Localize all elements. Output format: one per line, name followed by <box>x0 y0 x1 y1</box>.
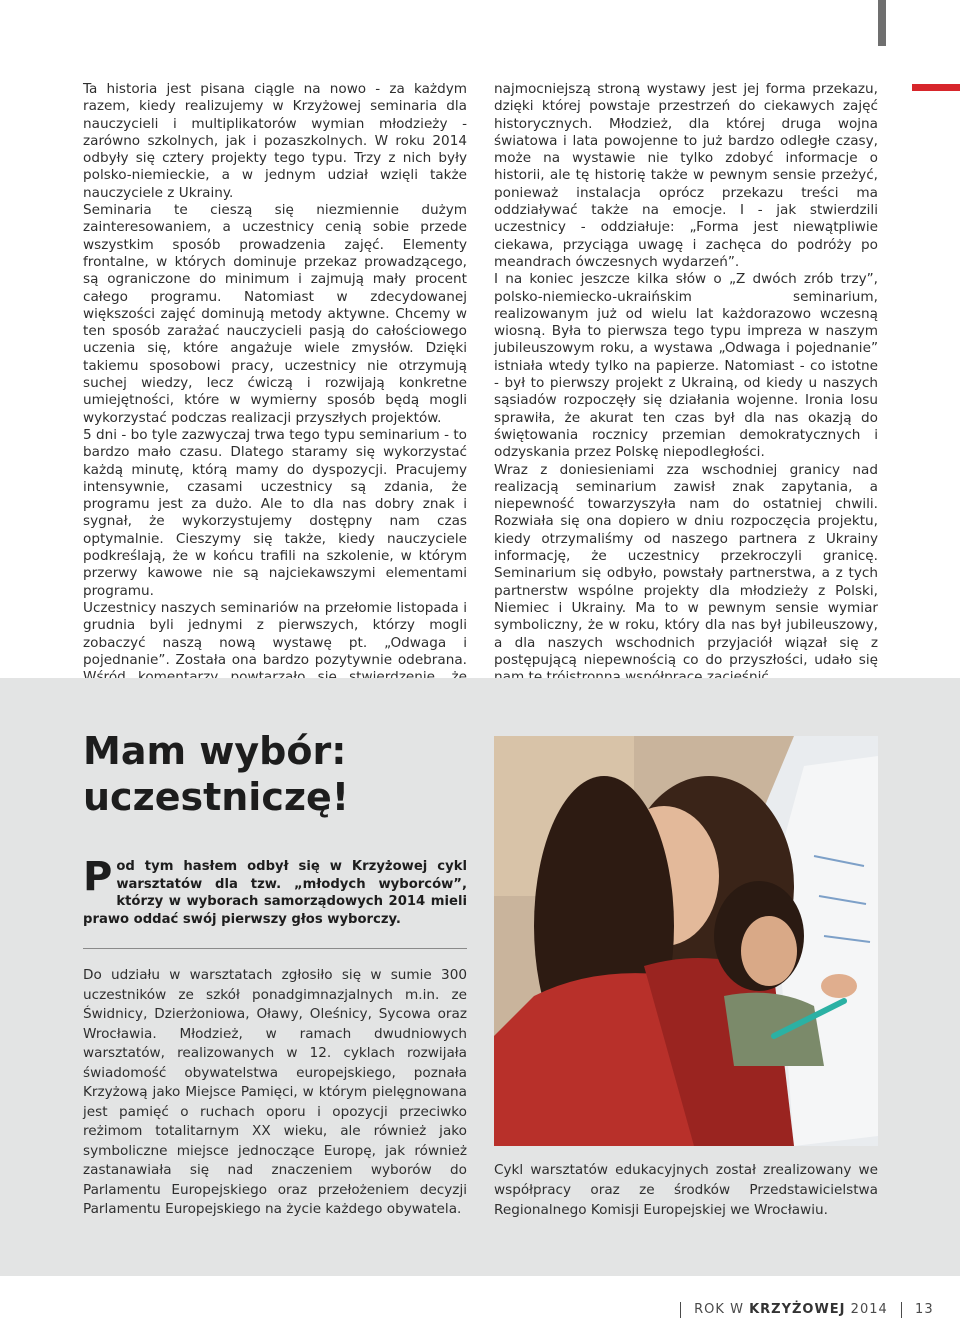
paragraph: najmocniejszą stroną wystawy jest jej forma przekazu, dzięki której powstaje przestrzeń do ciekawych zajęć historycznych. Młodzież, dla której druga wojna światowa i lata powojenne to już bardzo odległe czasy, może na wystawie nie tylko zdobyć informacje o historii, ale tę historię także w pewnym sensie przeżyć, ponieważ instalacja oprócz przekazu treści ma oddziaływać także na emocje. I - jak stwierdzili uczestnicy - oddziałuje: „Forma jest niewątpliwie ciekawa, przyciąga uwagę i zachęca do podróży po meandrach ówczesnych wydarzeń”. <box>494 81 878 270</box>
article-column-left <box>83 81 467 704</box>
headline-line: uczestniczę! <box>83 775 350 819</box>
footer-brand: KRZYŻOWEJ <box>749 1302 846 1317</box>
lead-paragraph <box>83 854 467 928</box>
headline-line: Mam wybór: <box>83 729 347 773</box>
page-footer <box>672 1299 934 1321</box>
footer-separator <box>680 1302 681 1318</box>
footer-year: 2014 <box>850 1302 888 1317</box>
page-number: 13 <box>915 1302 934 1317</box>
article-column-right <box>494 81 878 686</box>
footer-separator <box>901 1302 902 1318</box>
paragraph: Uczestnicy naszych seminariów na przełomie listopada i grudnia byli jednymi z pierwszych, którzy mogli zobaczyć naszą nową wystawę pt. „Odwaga i pojednanie”. Została ona bardzo pozytywnie odebrana. <box>83 599 467 668</box>
divider <box>83 948 467 949</box>
corner-tab-marker <box>878 0 886 46</box>
workshop-photo <box>494 736 878 1146</box>
red-section-marker <box>912 84 960 91</box>
paragraph: I na koniec jeszcze kilka słów o „Z dwóch zrób trzy”, polsko-niemiecko-ukraińskim seminarium, realizowanym już od wielu lat każdorazowo wczesną wiosną. Była to pierwsza tego typu impreza w naszym jubileuszowym roku, a wystawa „Odwaga i pojednanie” istniała wtedy tylko na papierze. Natomiast - co istotne - był to pierwszy projekt z Ukrainą, od kiedy u naszych sąsiadów rozpoczęły się działania wojenne. Ironia losu sprawiła, że akurat ten czas był dla nas okazją do świętowania rocznicy przemian demokratycznych i odzyskania przez Polskę niepodległości. <box>494 271 878 461</box>
paragraph: Wraz z doniesieniami zza wschodniej granicy nad realizacją seminarium zawisł znak zapytania, a niepewność towarzyszyła nam do ostatniej chwili. Rozwiała się ona dopiero w dniu rozpoczęcia projektu, kiedy otrzymaliśmy od naszego partnera z Ukrainy informację, że uczestnicy przekroczyli granicę. Seminarium się odbyło, powstały partnerstwa, a z tych partnerstw wspólne projekty dla młodzieży z Polski, Niemiec i Ukrainy. Ma to w pewnym sensie wymiar symboliczny, że w roku, który dla nas był jubileuszowy, a dla naszych wschodnich przyjaciół wiązał się z postępującą niepewnością co do przyszłości, udało się <box>494 461 878 668</box>
photo-caption: Cykl warsztatów edukacyjnych został zrealizowany we współpracy oraz ze środków Przedstawicielstwa Regionalnego Komisji Europejskiej we Wrocławiu. <box>494 1162 878 1218</box>
drop-cap: P <box>83 854 113 900</box>
paragraph: 5 dni - bo tyle zazwyczaj trwa tego typu seminarium - to bardzo mało czasu. Dlatego staramy się wykorzystać każdą minutę, którą mamy do dyspozycji. Pracujemy intensywnie, czasami uczestnicy są zdania, że programu jest za dużo. Ale to dla nas dobry znak i sygnał, że wykorzystujemy dostępny nam czas optymalnie. Cieszymy się także, kiedy nauczyciele podkreślają, że w końcu trafili na szkolenie, w którym przerwy kawowe nie są najciekawszymi elementami programu. <box>83 426 467 599</box>
paragraph: Ta historia jest pisana ciągle na nowo - za każdym razem, kiedy realizujemy w Krzyżowej seminaria dla nauczycieli i multiplikatorów wymian młodzieży - zarówno szkolnych, jak i pozaszkolnych. W roku 2014 odbyły się cztery projekty tego typu. Trzy z nich były polsko-niemieckie, a w jednym udział wzięli także nauczyciele z Ukrainy. <box>83 81 467 201</box>
section-headline <box>83 728 483 820</box>
section-body-text: Do udziału w warsztatach zgłosiło się w sumie 300 uczestników ze szkół ponadgimnazjalnych m.in. ze Świdnicy, Dzierżoniowa, Oławy, Oleśnicy, Sycowa oraz Wrocławia. Młodzież, w ramach dwudniowych warsztatów, realizowanych w 12. cyklach rozwijała świadomość obywatelstwa europejskiego, poznała Krzyżową jako Miejsce Pamięci, w którym pielęgnowana jest pamięć o ruchach oporu i opozycji przeciwko reżimom totalitarnym XX wieku, ale również jako symboliczne miejsce jednoczące Europę, jak również zastanawiała się nad znaczeniem wyborów do Parlamentu Europejskiego oraz przełożeniem decyzji Parlamentu Europejskiego na życie każdego obywatela. <box>83 967 467 1217</box>
paragraph: Seminaria te cieszą się niezmiennie dużym zainteresowaniem, a uczestnicy cenią sobie przede wszystkim sposób prowadzenia zajęć. Elementy frontalne, w których dominuje przekaz prowadzącego, są ograniczone do minimum i zajmują mały procent całego programu. Natomiast w zdecydowanej większości zajęć dominują metody aktywne. Chcemy w ten sposób zarażać nauczycieli pasją do całościowego uczenia się, które angażuje wiele zmysłów. Dzięki takiemu sposobowi pracy, uczestnicy nie otrzymują suchej wiedzy, lecz ćwiczą i rozwijają konkretne umiejętności, które w wymierny sposób będą mogli wykorzystać podczas realizacji przyszłych projektów. <box>83 202 467 426</box>
lead-text: od tym hasłem odbył się w Krzyżowej cykl warsztatów dla tzw. „młodych wyborców”, którzy w wyborach samorządowych 2014 mieli prawo oddać swój pierwszy głos wyborczy. <box>83 859 467 927</box>
footer-prefix: ROK W <box>694 1302 744 1317</box>
